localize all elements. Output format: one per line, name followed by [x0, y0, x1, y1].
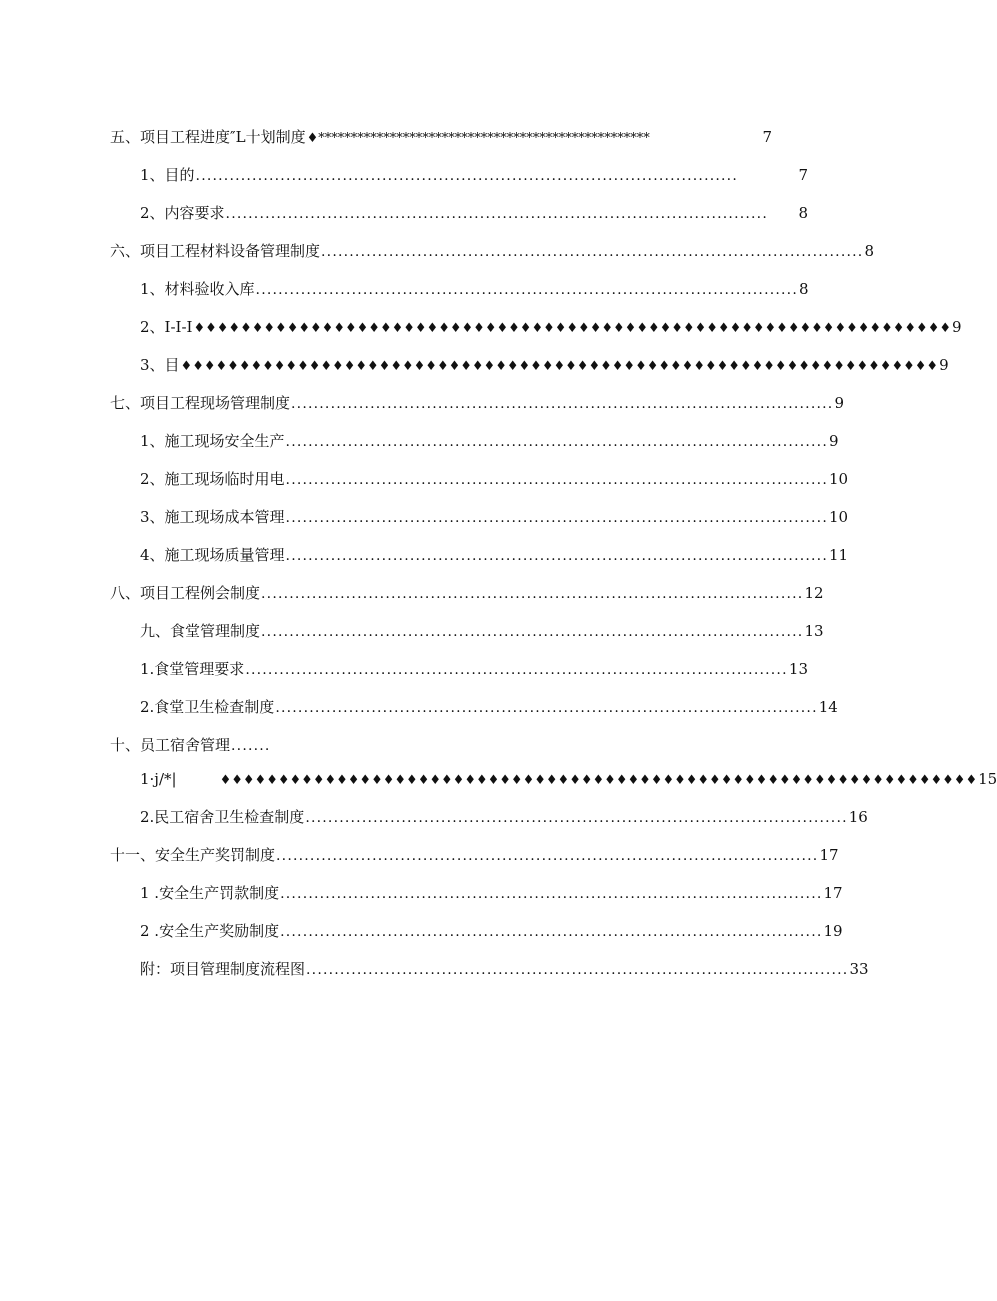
toc-entry-label: 2.食堂卫生检查制度	[140, 698, 275, 716]
toc-entry[interactable]	[110, 238, 874, 264]
toc-entry-page: 10	[828, 470, 849, 488]
toc-entry[interactable]	[140, 504, 849, 530]
toc-entry-leader: ................................................................................................	[280, 924, 823, 940]
toc-entry[interactable]	[140, 542, 849, 568]
toc-entry-leader: ................................................................................................	[245, 662, 788, 678]
toc-entry-leader: ................................................................................................	[285, 472, 828, 488]
toc-entry-label: 2.民工宿舍卫生检查制度	[140, 808, 305, 826]
toc-entry-page: 11	[828, 546, 849, 564]
toc-entry[interactable]	[140, 314, 962, 340]
toc-entry[interactable]	[140, 766, 997, 792]
toc-entry-leader: ................................................................................................	[285, 548, 828, 564]
toc-entry[interactable]	[140, 466, 849, 492]
toc-entry[interactable]	[110, 580, 824, 606]
toc-entry-leader: ................................................................................................	[275, 700, 818, 716]
toc-entry-label: 1.食堂管理要求	[140, 660, 245, 678]
toc-entry-page: 7	[798, 166, 808, 184]
toc-entry-page: 9	[952, 318, 962, 336]
toc-entry-page: 9	[834, 394, 844, 412]
toc-entry-label: 七、项目工程现场管理制度	[110, 394, 291, 412]
toc-entry[interactable]	[140, 656, 808, 682]
toc-entry-page: 19	[823, 922, 843, 940]
toc-entry-label: 3、施工现场成本管理	[140, 508, 285, 526]
toc-entry-leader: ♦♦♦♦♦♦♦♦♦♦♦♦♦♦♦♦♦♦♦♦♦♦♦♦♦♦♦♦♦♦♦♦♦♦♦♦♦♦♦♦♦♦♦♦♦♦♦♦♦♦♦♦♦♦♦♦♦♦♦♦♦♦♦♦♦	[193, 321, 951, 336]
toc-entry-page: 10	[828, 508, 849, 526]
toc-entry[interactable]	[140, 428, 839, 454]
toc-entry-label: 2、I-I-I	[140, 318, 193, 336]
toc-entry[interactable]	[140, 956, 869, 982]
toc-entry-label: 十、员工宿舍管理	[110, 736, 231, 754]
toc-entry[interactable]	[140, 694, 838, 720]
toc-entry[interactable]	[110, 732, 310, 758]
toc-entry-label: 2、内容要求	[140, 204, 225, 222]
toc-entry-label: 六、项目工程材料设备管理制度	[110, 242, 321, 260]
toc-entry-page: 16	[848, 808, 868, 826]
toc-entry-page: 13	[788, 660, 808, 678]
toc-entry-page: 17	[823, 884, 843, 902]
toc-entry-leader: ♦♦♦♦♦♦♦♦♦♦♦♦♦♦♦♦♦♦♦♦♦♦♦♦♦♦♦♦♦♦♦♦♦♦♦♦♦♦♦♦♦♦♦♦♦♦♦♦♦♦♦♦♦♦♦♦♦♦♦♦♦♦♦♦♦	[219, 773, 978, 788]
toc-entry[interactable]	[110, 124, 772, 150]
toc-entry-page: 8	[864, 242, 874, 260]
toc-entry-label: 五、项目工程进度″L十划制度	[110, 128, 306, 146]
toc-entry-leader: ................................................................................................	[306, 962, 849, 978]
toc-entry-label: 1、材料验收入库	[140, 280, 255, 298]
toc-entry-leader: ................................................................................................	[276, 848, 819, 864]
toc-entry[interactable]	[140, 162, 808, 188]
toc-entry-label: 3、目	[140, 356, 180, 374]
toc-entry-leader: ................................................................................................	[305, 810, 848, 826]
toc-entry-label: 2、施工现场临时用电	[140, 470, 285, 488]
toc-entry-page: 13	[804, 622, 824, 640]
toc-entry-label: 1、施工现场安全生产	[140, 432, 285, 450]
toc-entry-leader: ................................................................................................	[285, 434, 828, 450]
toc-entry-leader: ................................................................................................	[225, 206, 768, 222]
toc-entry-label: 九、食堂管理制度	[140, 622, 261, 640]
toc-entry[interactable]	[110, 390, 844, 416]
toc-entry[interactable]	[140, 618, 824, 644]
toc-entry-label: 附：项目管理制度流程图	[140, 960, 306, 978]
toc-entry-label: 2 .安全生产奖励制度	[140, 922, 280, 940]
toc-entry-leader: ♦♦♦♦♦♦♦♦♦♦♦♦♦♦♦♦♦♦♦♦♦♦♦♦♦♦♦♦♦♦♦♦♦♦♦♦♦♦♦♦♦♦♦♦♦♦♦♦♦♦♦♦♦♦♦♦♦♦♦♦♦♦♦♦♦	[180, 359, 939, 374]
toc-entry-page: 9	[939, 356, 949, 374]
toc-entry-leader: ................................................................................................	[261, 624, 804, 640]
toc-entry[interactable]	[140, 918, 843, 944]
toc-entry-leader: ................................................................................................	[255, 282, 798, 298]
toc-entry-leader: ................................................................................................	[285, 510, 828, 526]
toc-entry-page: 7	[762, 128, 772, 146]
toc-entry-label: 1、目的	[140, 166, 195, 184]
toc-entry-label: 4、施工现场质量管理	[140, 546, 285, 564]
toc-entry-page: 8	[798, 280, 809, 298]
toc-entry-leader: ................................................................................................	[280, 886, 823, 902]
toc-entry-leader: ♦***************************************************	[306, 131, 650, 146]
toc-entry-leader: ................................................................................................	[321, 244, 864, 260]
toc-entry-page: 14	[818, 698, 838, 716]
toc-entry-leader: ................................................................................................	[291, 396, 834, 412]
toc-entry-page: 33	[849, 960, 869, 978]
toc-entry[interactable]	[140, 200, 808, 226]
toc-entry-leader: ................................................................................................	[195, 168, 738, 184]
toc-entry[interactable]	[110, 842, 839, 868]
toc-entry-label: 八、项目工程例会制度	[110, 584, 261, 602]
toc-entry-leader: .......	[231, 738, 271, 754]
toc-entry-page: 12	[804, 584, 824, 602]
toc-entry-page: 9	[828, 432, 839, 450]
toc-entry-page: 17	[819, 846, 839, 864]
toc-entry[interactable]	[140, 352, 949, 378]
toc-entry-label: 1·j/*|	[140, 770, 177, 788]
toc-entry[interactable]	[140, 276, 808, 302]
toc-entry-leader: ................................................................................................	[261, 586, 804, 602]
toc-entry[interactable]	[140, 880, 843, 906]
toc-entry[interactable]	[140, 804, 868, 830]
toc-entry-label: 1 .安全生产罚款制度	[140, 884, 280, 902]
toc-entry-page: 15	[978, 770, 997, 788]
toc-entry-label: 十一、安全生产奖罚制度	[110, 846, 276, 864]
toc-entry-page: 8	[798, 204, 808, 222]
